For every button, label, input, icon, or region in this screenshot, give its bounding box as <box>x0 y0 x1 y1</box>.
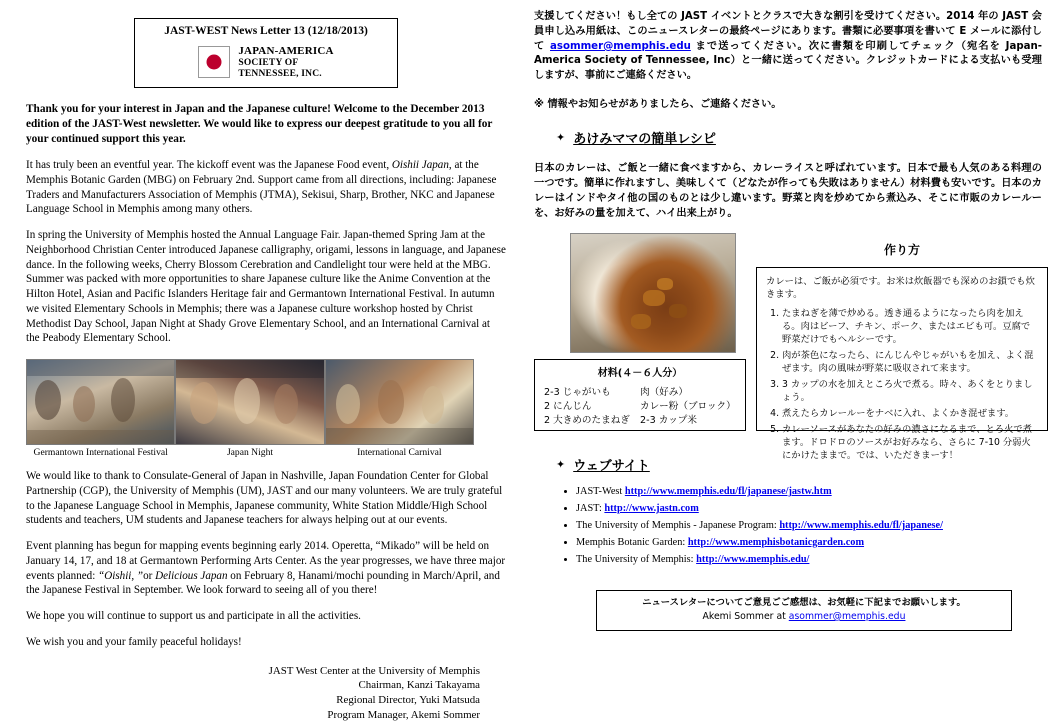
event-name-oishii-japan: Oishii Japan <box>391 159 449 172</box>
organization-logo <box>139 45 393 79</box>
paragraph-thanks: We would like to thank to Consulate-General of Japan in Nashville, Japan Foundation Center for Global Partnership (CGP), the University of Memphis (UM), JAST and our many volunteers. We are truly grateful to the Japanese Language School in Memphis, Japanese community, White Station Middle/High School students and teachers, UM students and Japanese teachers for always helping out at our events. <box>26 470 503 527</box>
membership-text-a: 支援してください！もし全ての JAST イベントとクラスで大きな割引を受けてください。2014 年の JAST 会員申し込み用紙は、このニュースレターの最終ページにあります。書類に必要事項を書いて E メールに添付して <box>534 11 1042 52</box>
feedback-footer-box <box>596 590 1012 631</box>
ingredients-box <box>534 359 746 431</box>
ingredient-item: 2-3 カップ米 <box>640 414 697 426</box>
diamond-bullet-icon: ✦ <box>556 459 566 472</box>
paragraph-kickoff <box>26 158 506 217</box>
org-line-1: JAPAN-AMERICA <box>238 45 334 57</box>
list-item <box>576 484 1042 500</box>
membership-text-b: まで送ってください。次に書類を印刷してチェック（宛名を Japan-America Society of Tennessee, Inc）と一緒に送ってください。クレジットカードによる支払いも受理しますが、事前にご連絡ください。 <box>534 40 1042 82</box>
photo-strip <box>26 359 474 445</box>
method-title: 作り方 <box>883 243 921 258</box>
paragraph-kickoff-b: , at the Memphis Botanic Garden (MBG) on February 2nd. Support came from all directions, including: Japanese Traders and Manufacturers Association of Memphis (JTMA), Sekisui, Sharp, Brother, NKC and Japanese Language School in Memphis among many others. <box>26 159 497 216</box>
link-url[interactable]: http://www.memphis.edu/fl/japanese/jastw.htm <box>624 486 832 498</box>
paragraph-upcoming-events <box>26 539 506 598</box>
paragraph-upcoming-b: on February 8, Hanami/mochi pounding in March/April, and the Japanese Festival in September. We look forward to seeing all of you there! <box>26 569 500 597</box>
method-step: 1. たまねぎを薄で炒める。透き通るようになったら肉を加える。肉はビーフ、チキン、ポーク、またはエビも可。豆腐で野菜だけでもヘルシーです。 <box>782 307 1038 346</box>
ingredient-item: 肉（好み） <box>640 386 688 398</box>
method-step: 5. カレーソースがあなたの好みの濃さになるまで、とろ火で煮ます。ドロドロのソースがお好みなら、さらに 7-10 分弱火にかけたままで。では、いただきまーす！ <box>782 423 1038 462</box>
event-name-oishii: “Oishii, ” <box>98 569 144 582</box>
method-intro: カレーは、ご飯が必須です。お米は炊飯器でも深めのお鎖でも炊きます。 <box>766 276 1035 301</box>
caption-3: International Carnival <box>357 447 442 459</box>
japan-flag-icon <box>198 46 230 78</box>
feedback-contact-line <box>603 610 1005 624</box>
ingredients-title: 材料(４－６人分） <box>597 368 683 380</box>
feedback-contact-label: Akemi Sommer at <box>702 610 789 622</box>
link-label: JAST: <box>576 503 605 515</box>
japanese-contact-note: ※ 情報やお知らせがありましたら、ご連絡ください。 <box>534 98 782 110</box>
page-title: JAST-WEST News Letter 13 (12/18/2013) <box>164 25 368 37</box>
paragraph-upcoming-a: Event planning has begun for mapping events beginning early 2014. Operetta, “Mikado” will be held on January 14, 17, and 18 at Germantown Performing Arts Center. As the year progresses, we have three major events planned: <box>26 540 506 582</box>
ingredients-right-column <box>640 386 736 428</box>
link-url[interactable]: http://www.memphis.edu/ <box>696 554 810 566</box>
ingredient-item: カレー粉（ブロック） <box>640 400 736 412</box>
photo-captions <box>26 447 474 458</box>
membership-email-link[interactable]: asommer@memphis.edu <box>550 40 691 52</box>
newsletter-header-box <box>134 18 398 88</box>
ingredient-item: 2 大きめのたまねぎ <box>544 414 630 426</box>
method-step: 2. 肉が茶色になったら、にんじんやじゃがいもを加え、よく混ぜます。肉の風味が野菜に吸収されて来ます。 <box>782 349 1038 375</box>
photo-international-carnival <box>325 359 474 445</box>
intro-paragraph: Thank you for your interest in Japan and the Japanese culture! Welcome to the December 2013 edition of the JAST-West newsletter. We would like to express our deepest gratitude to you all for your continued support this year. <box>26 103 493 146</box>
ingredient-item: 2 にんじん <box>544 400 592 412</box>
photo-germantown-festival <box>26 359 175 445</box>
feedback-email-link[interactable]: asommer@memphis.edu <box>788 610 906 622</box>
recipe-section-header <box>556 128 1042 147</box>
link-label: The University of Memphis - Japanese Program: <box>576 520 780 532</box>
caption-2: Japan Night <box>226 447 274 459</box>
japanese-membership-notice <box>534 10 1042 84</box>
diamond-bullet-icon: ✦ <box>556 131 566 144</box>
list-item <box>576 535 1042 551</box>
method-box <box>756 243 1048 462</box>
link-label: Memphis Botanic Garden: <box>576 537 688 549</box>
link-label: The University of Memphis: <box>576 554 697 566</box>
photo-japan-night <box>175 359 324 445</box>
paragraph-upcoming-mid: or <box>143 569 156 582</box>
link-url[interactable]: http://www.memphis.edu/fl/japanese/ <box>779 520 943 532</box>
signature-line-2: Chairman, Kanzi Takayama <box>358 679 480 692</box>
list-item <box>576 501 1042 517</box>
paragraph-kickoff-a: It has truly been an eventful year. The kickoff event was the Japanese Food event, <box>26 159 392 172</box>
link-label: JAST-West <box>576 486 625 498</box>
feedback-message: ニュースレターについてご意見ごご感想は、お気軽に下記までお願いします。 <box>642 597 966 609</box>
website-section-title: ウェブサイト <box>573 459 650 475</box>
ingredient-item: 2-3 じゃがいも <box>544 386 611 398</box>
link-url[interactable]: http://www.memphisbotanicgarden.com <box>687 537 865 549</box>
org-line-2: SOCIETY OF <box>238 57 299 68</box>
method-step: 4. 煮えたらカレールーをナベに入れ、よくかき混ぜます。 <box>782 407 1038 420</box>
signature-line-3: Regional Director, Yuki Matsuda <box>336 694 480 707</box>
right-column <box>520 0 1060 670</box>
signature-line-4: Program Manager, Akemi Sommer <box>327 708 480 721</box>
event-name-delicious-japan: Delicious Japan <box>155 569 228 582</box>
paragraph-spring-events: In spring the University of Memphis hosted the Annual Language Fair. Japan-themed Spring Jam at the Neighborhood Christian Center introduced Japanese calligraphy, origami, lessons in language, and Japanese dance. In the following weeks, Cherry Blossom Cerebration and Candlelight tour were held at the MBG. Summer was packed with more opportunities to share Japanese culture like the Anime Convention at the Hilton Hotel, Asian and Pacific Islanders Heritage fair and Germantown International Festival. In autumn we visited Elementary Schools in Memphis; there was a Japanese culture workshop hosted by Christ Methodist Day School, Japan Night at Shady Grove Elementary School, and an International Carnival at the Peabody Elementary School. <box>26 229 506 345</box>
caption-1: Germantown International Festival <box>33 447 168 459</box>
website-links-list <box>534 484 1042 568</box>
ingredients-left-column <box>544 386 640 428</box>
recipe-intro-paragraph: 日本のカレーは、ご飯と一緒に食べますから、カレーライスと呼ばれています。日本で最も人気のある料理の一つです。簡単に作れますし、美味しくて（どなたが作っても失敗はありません）材料費も安いです。日本のカレーはインドやタイ他の国のものとは少し違います。野菜と肉を炒めてから煮込み、そこに市販のカレールーを、お好みの量を加えて、ハイ出来上がり。 <box>534 162 1042 220</box>
recipe-section-title: あけみママの簡単レシピ <box>573 131 716 147</box>
organization-name <box>238 45 333 79</box>
recipe-area <box>534 233 1042 462</box>
paragraph-support: We hope you will continue to support us and participate in all the activities. <box>26 610 361 623</box>
method-steps-list <box>766 307 1038 462</box>
list-item <box>576 552 1042 568</box>
photo-japanese-curry <box>570 233 736 353</box>
method-step: 3. 3 カップの水を加えところ火で煮る。時々、あくをとりましょう。 <box>782 378 1038 404</box>
signature-line-1: JAST West Center at the University of Memphis <box>268 664 480 677</box>
link-url[interactable]: http://www.jastn.com <box>604 503 699 515</box>
org-line-3: TENNESSEE, INC. <box>238 68 322 79</box>
left-column <box>0 0 520 721</box>
paragraph-holidays: We wish you and your family peaceful holidays! <box>26 635 242 648</box>
list-item <box>576 518 1042 534</box>
signature-block <box>26 664 506 723</box>
